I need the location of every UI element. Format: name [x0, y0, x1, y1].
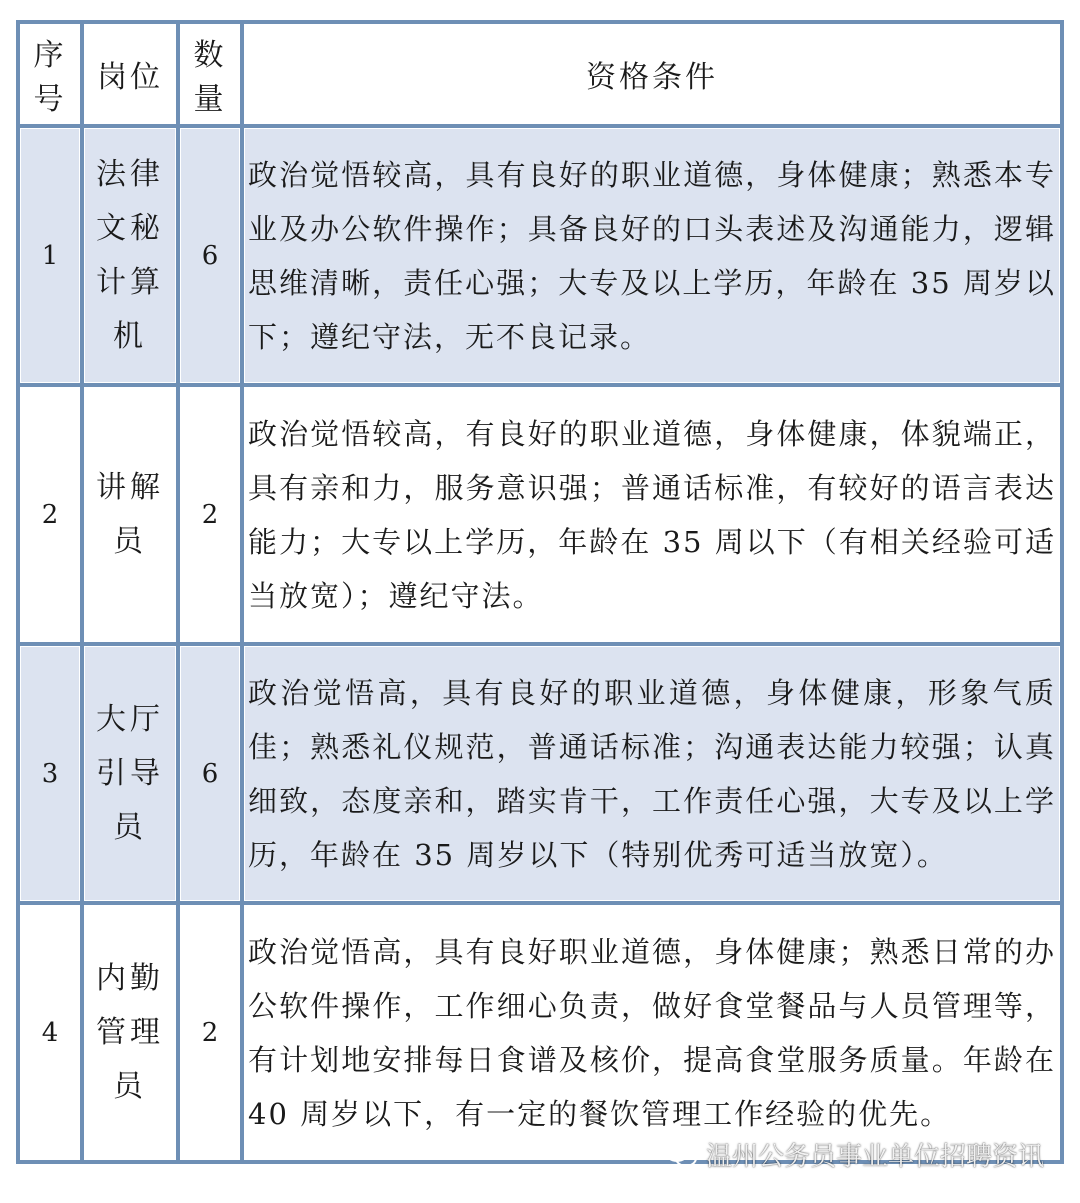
position-line: 计算机	[96, 264, 164, 354]
position-line: 讲解员	[96, 469, 164, 559]
row-count: 6	[178, 644, 242, 903]
row-num: 4	[18, 903, 82, 1162]
position-line: 内勤	[96, 960, 164, 996]
header-count: 数量	[178, 22, 242, 126]
table-row	[18, 126, 1062, 385]
row-count: 6	[178, 126, 242, 385]
row-position	[82, 644, 178, 903]
row-num: 3	[18, 644, 82, 903]
row-position	[82, 126, 178, 385]
recruitment-table	[16, 20, 1064, 1164]
position-line: 引导员	[96, 755, 164, 845]
header-num: 序号	[18, 22, 82, 126]
header-position: 岗位	[82, 22, 178, 126]
watermark-text: 温州公务员事业单位招聘资讯	[705, 1142, 1044, 1172]
position-line: 管理员	[96, 1014, 164, 1104]
row-requirements: 政治觉悟较高，具有良好的职业道德，身体健康；熟悉本专业及办公软件操作；具备良好的口头表述及沟通能力，逻辑思维清晰，责任心强；大专及以上学历，年龄在 35 周岁以下；遵纪守法，无不良记录。	[242, 126, 1062, 385]
table-header-row	[18, 22, 1062, 126]
row-requirements: 政治觉悟高，具有良好的职业道德，身体健康，形象气质佳；熟悉礼仪规范，普通话标准；沟通表达能力较强；认真细致，态度亲和，踏实肯干，工作责任心强，大专及以上学历，年龄在 35 周岁以下（特别优秀可适当放宽）。	[242, 644, 1062, 903]
row-position	[82, 385, 178, 644]
row-position	[82, 903, 178, 1162]
row-requirements: 政治觉悟较高，有良好的职业道德，身体健康，体貌端正，具有亲和力，服务意识强；普通话标准，有较好的语言表达能力；大专以上学历，年龄在 35 周以下（有相关经验可适当放宽）；遵纪守法。	[242, 385, 1062, 644]
table-row	[18, 644, 1062, 903]
row-count: 2	[178, 385, 242, 644]
row-num: 1	[18, 126, 82, 385]
row-requirements: 政治觉悟高，具有良好职业道德，身体健康；熟悉日常的办公软件操作，工作细心负责，做好食堂餐品与人员管理等，有计划地安排每日食谱及核价，提高食堂服务质量。年龄在 40 周岁以下，有一定的餐饮管理工作经验的优先。	[242, 903, 1062, 1162]
table-row	[18, 903, 1062, 1162]
header-requirements: 资格条件	[242, 22, 1062, 126]
wechat-icon	[664, 1140, 698, 1170]
row-count: 2	[178, 903, 242, 1162]
row-num: 2	[18, 385, 82, 644]
position-line: 大厅	[96, 701, 164, 737]
watermark	[664, 1136, 1044, 1173]
position-line: 文秘	[96, 210, 164, 246]
table-row	[18, 385, 1062, 644]
position-line: 法律	[96, 156, 164, 192]
